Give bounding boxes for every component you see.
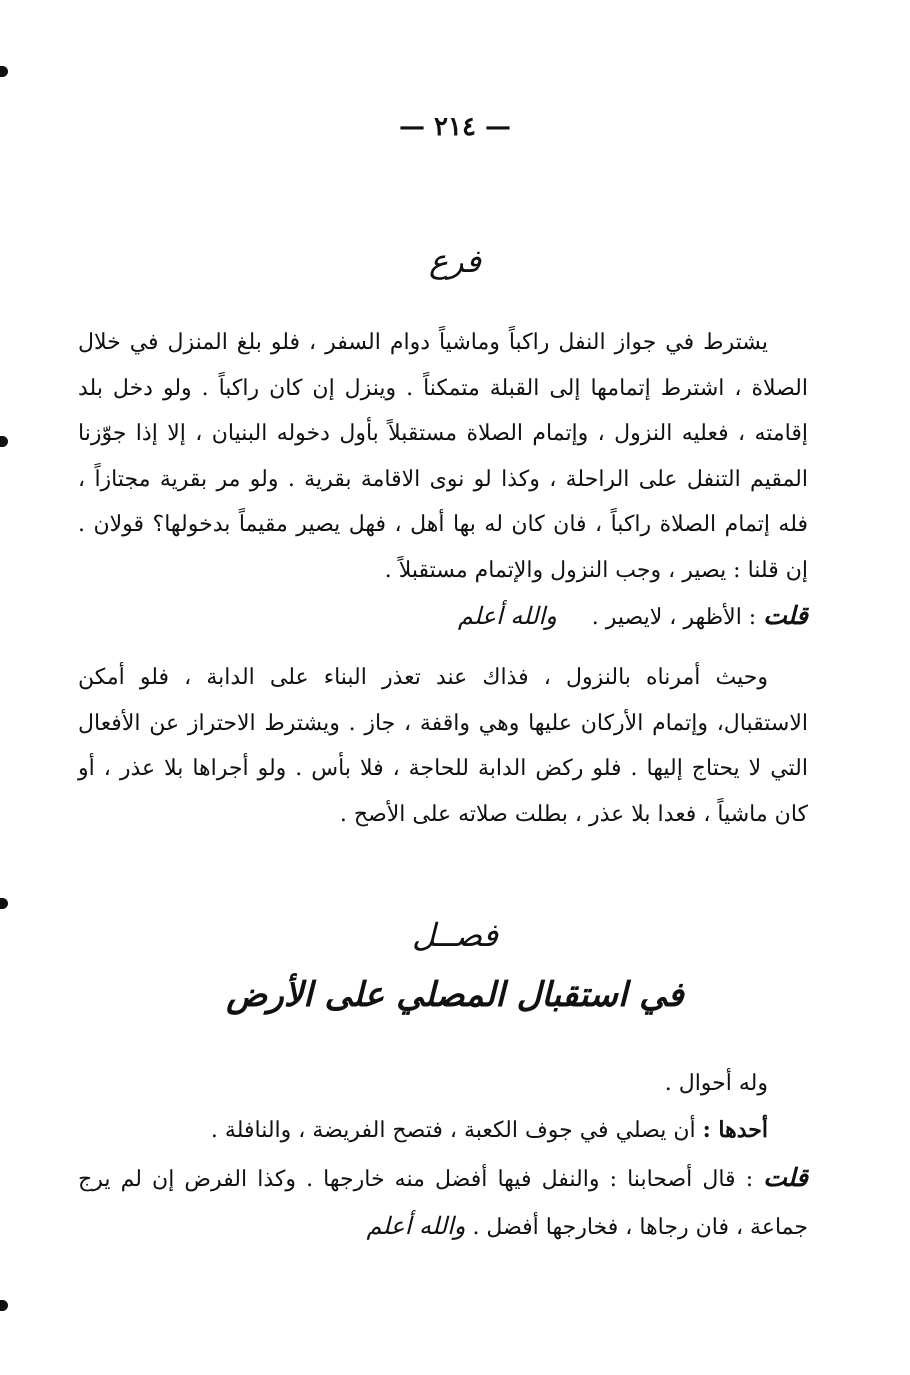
qult-label: قلت xyxy=(763,601,808,630)
paragraph-2 xyxy=(78,655,808,837)
closing-formula: والله أعلم xyxy=(457,602,557,630)
closing-formula: والله أعلم xyxy=(366,1212,466,1240)
page-number: — ٢١٤ — xyxy=(398,112,512,142)
qult-text: : الأظهر ، لايصير . xyxy=(591,605,764,630)
margin-mark xyxy=(0,66,8,77)
paragraph-3-intro: وله أحوال . xyxy=(664,1071,768,1096)
paragraph-1 xyxy=(78,320,808,641)
paragraph-2-text: وحيث أمرناه بالنزول ، فذاك عند تعذر البناء على الدابة ، فلو أمكن الاستقبال، وإتمام الأركان عليها وهي واقفة ، جاز . ويشترط الاحتراز عن الأفعال التي لا يحتاج إليها . فلو ركض الدابة للحاجة ، فلا بأس . ولو أجراها بلا عذر ، أو كان ماشياً ، فعدا بلا عذر ، بطلت صلاته على الأصح . xyxy=(78,665,808,827)
first-case-text: أن يصلي في جوف الكعبة ، فتصح الفريضة ، والنافلة . xyxy=(210,1118,703,1143)
paragraph-3 xyxy=(78,1060,808,1251)
margin-mark xyxy=(0,898,8,909)
chapter-label: فصــل xyxy=(411,916,499,954)
chapter-title: في استقبال المصلي على الأرض xyxy=(226,975,684,1015)
margin-mark xyxy=(0,436,8,447)
qult-label: قلت xyxy=(763,1163,808,1192)
branch-heading: فرع xyxy=(428,242,482,280)
margin-mark xyxy=(0,1300,8,1311)
first-case-label: أحدها : xyxy=(702,1117,768,1143)
paragraph-1-text: يشترط في جواز النفل راكباً وماشياً دوام السفر ، فلو بلغ المنزل في خلال الصلاة ، اشترط إتمامها إلى القبلة متمكناً . وينزل إن كان راكباً . ولو دخل بلد إقامته ، فعليه النزول ، وإتمام الصلاة مستقبلاً بأول دخوله البنيان ، إلا إذا جوّزنا المقيم التنفل على الراحلة ، وكذا لو نوى الاقامة بقرية . ولو مر بقرية مجتازاً ، فله إتمام الصلاة راكباً ، فان كان له بها أهل ، فهل يصير مقيماً بدخولها؟ قولان . إن قلنا : يصير ، وجب النزول والإتمام مستقبلاً . xyxy=(78,330,808,583)
qult-text: : قال أصحابنا : والنفل فيها أفضل منه خارجها . وكذا الفرض إن لم يرج جماعة ، فان رجاها ، فخارجها أفضل . xyxy=(78,1167,808,1240)
